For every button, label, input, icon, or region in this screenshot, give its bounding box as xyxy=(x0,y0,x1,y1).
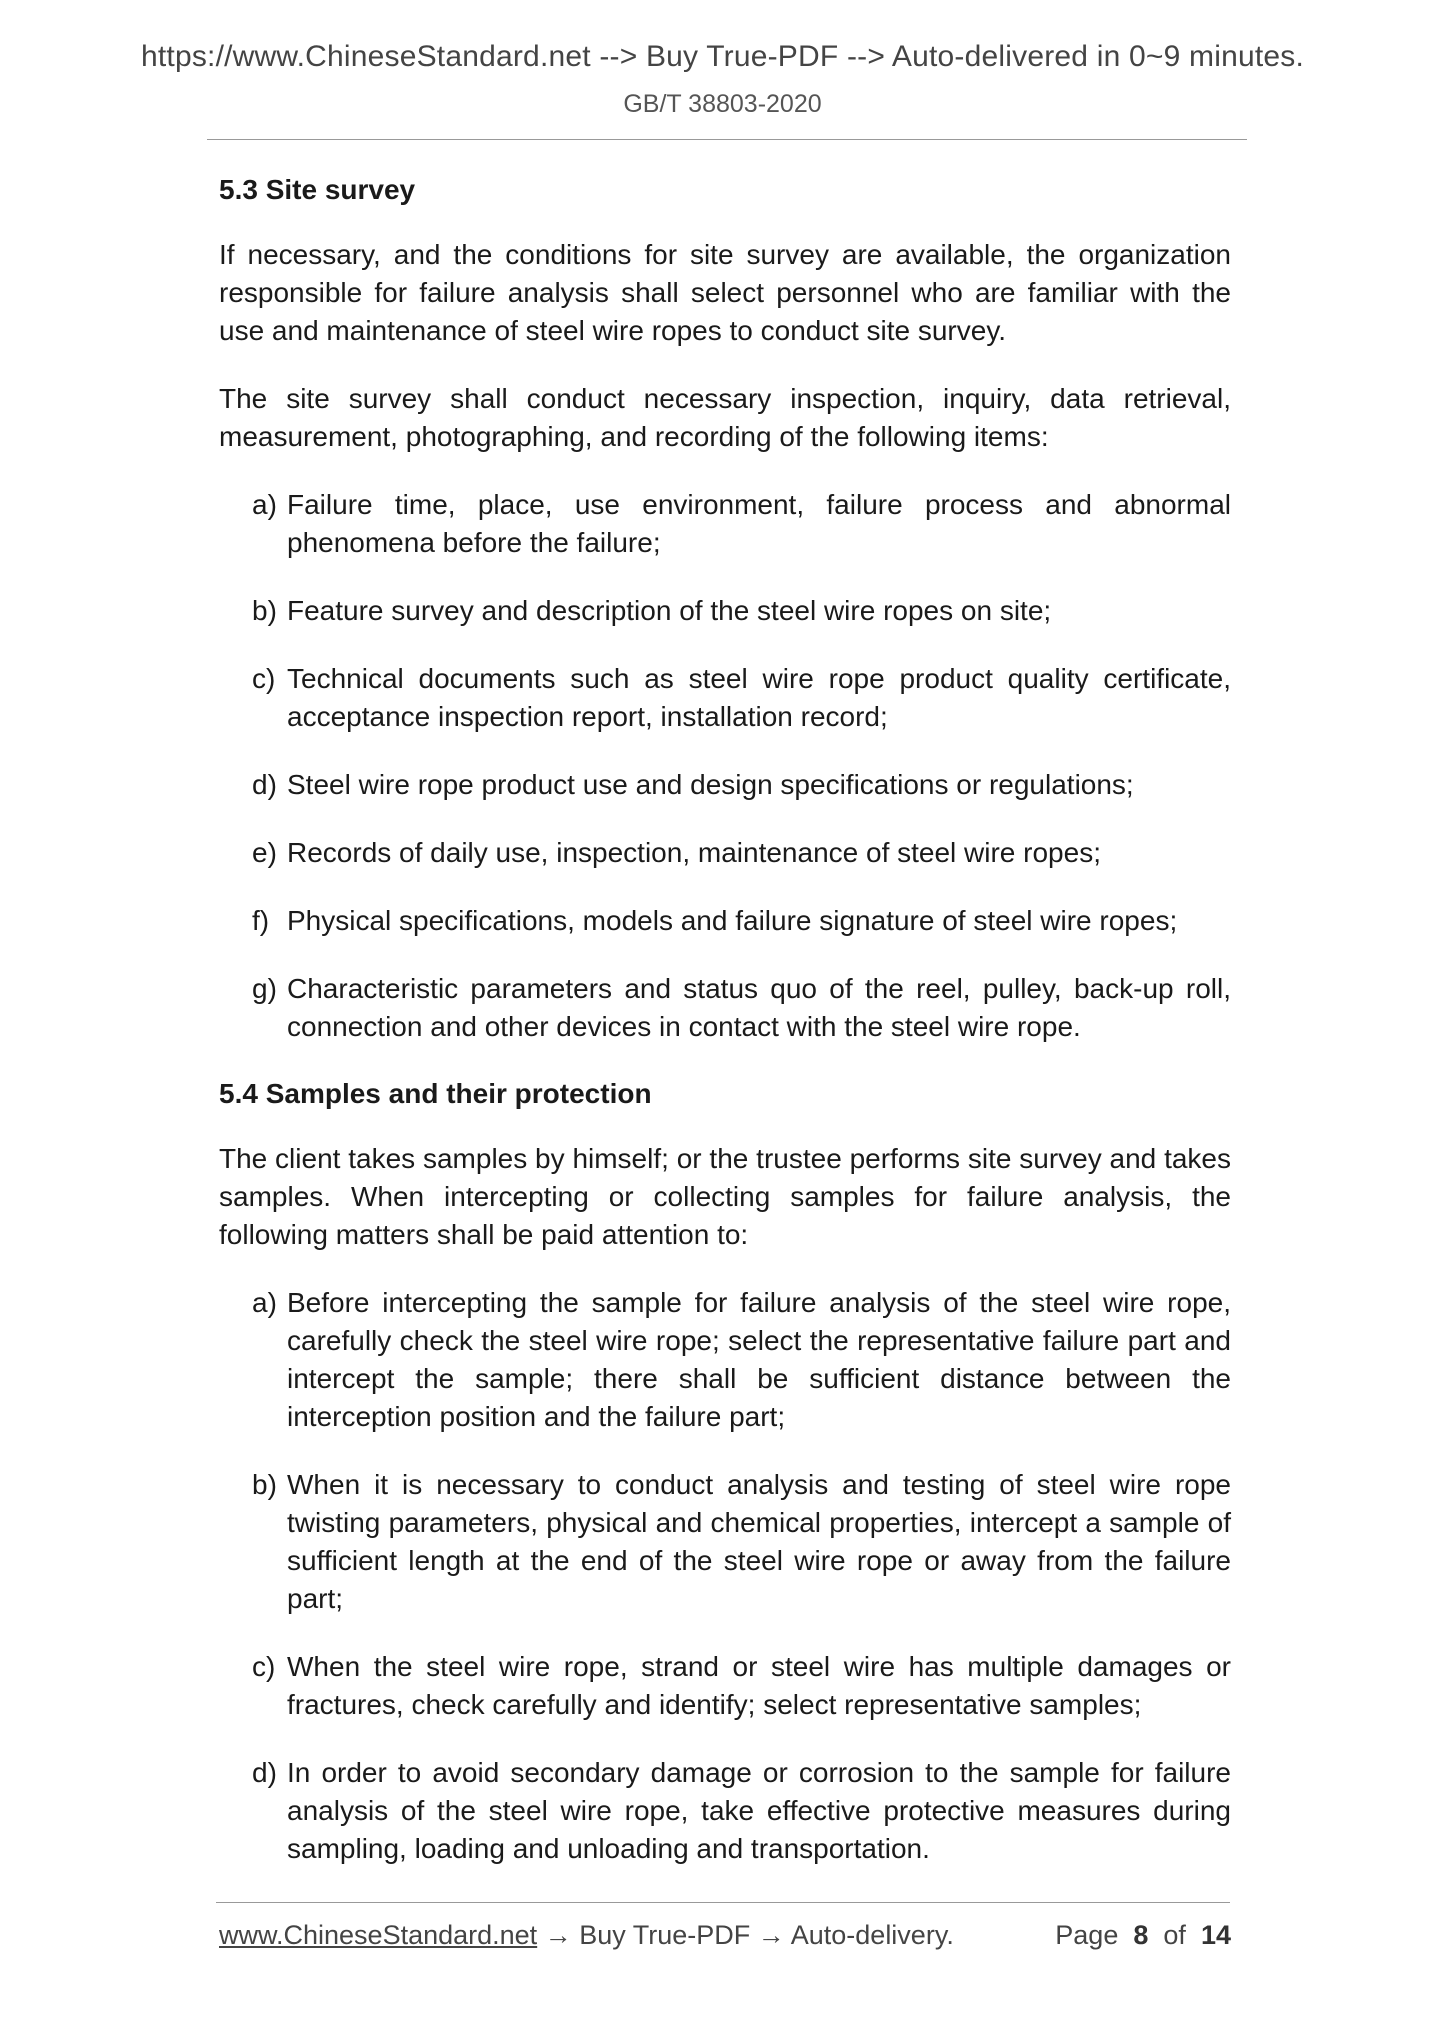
list-item-label: b) xyxy=(252,595,277,626)
list-item xyxy=(252,834,1231,872)
list-item-text: Before intercepting the sample for failure analysis of the steel wire rope, carefully check the steel wire rope; select the representative failure part and intercept the sample; there shall be sufficient distance between the interception position and the failure part; xyxy=(287,1287,1231,1432)
list-item-text: Records of daily use, inspection, maintenance of steel wire ropes; xyxy=(287,837,1101,868)
list-item-label: f) xyxy=(252,905,270,936)
list-item-label: g) xyxy=(252,973,277,1004)
page-number: 8 xyxy=(1133,1920,1149,1950)
page-indicator xyxy=(1055,1920,1231,1951)
section-5-3-paragraph-2: The site survey shall conduct necessary inspection, inquiry, data retrieval, measurement, photographing, and recording of the following items: xyxy=(219,383,1231,452)
list-item-label: d) xyxy=(252,769,277,800)
list-item-text: Steel wire rope product use and design specifications or regulations; xyxy=(287,769,1134,800)
of-word: of xyxy=(1163,1920,1186,1950)
section-5-4-paragraph-1: The client takes samples by himself; or the trustee performs site survey and takes samples. When intercepting or collecting samples for failure analysis, the following matters shall be paid attention to: xyxy=(219,1143,1231,1250)
document-code: GB/T 38803-2020 xyxy=(623,90,822,118)
list-item-label: a) xyxy=(252,489,277,520)
list-item xyxy=(252,1754,1231,1868)
list-item-text: Technical documents such as steel wire rope product quality certificate, acceptance inspection report, installation record; xyxy=(287,663,1231,732)
list-item-text: When the steel wire rope, strand or steel wire has multiple damages or fractures, check carefully and identify; select representative samples; xyxy=(287,1651,1231,1720)
list-item xyxy=(252,766,1231,804)
section-5-3-paragraph-1: If necessary, and the conditions for site survey are available, the organization responsible for failure analysis shall select personnel who are familiar with the use and maintenance of steel wire ropes to conduct site survey. xyxy=(219,239,1231,346)
list-item-text: Feature survey and description of the steel wire ropes on site; xyxy=(287,595,1052,626)
section-5-4-heading: 5.4 Samples and their protection xyxy=(219,1078,652,1109)
list-item-label: a) xyxy=(252,1287,277,1318)
list-item xyxy=(252,486,1231,562)
footer-site-link[interactable]: www.ChineseStandard.net xyxy=(219,1920,538,1950)
list-item xyxy=(252,592,1231,630)
section-5-4-list xyxy=(219,1284,1231,1868)
list-item xyxy=(252,970,1231,1046)
list-item xyxy=(252,1648,1231,1724)
page-content xyxy=(219,172,1231,1898)
list-item-text: Failure time, place, use environment, failure process and abnormal phenomena before the failure; xyxy=(287,489,1231,558)
list-item-label: c) xyxy=(252,663,276,694)
section-5-3-heading: 5.3 Site survey xyxy=(219,174,416,205)
list-item xyxy=(252,1466,1231,1618)
list-item-text: In order to avoid secondary damage or corrosion to the sample for failure analysis of the steel wire rope, take effective protective measures during sampling, loading and unloading and transportation. xyxy=(287,1757,1231,1864)
list-item xyxy=(252,660,1231,736)
header-divider xyxy=(207,139,1247,140)
page-word: Page xyxy=(1055,1920,1119,1950)
list-item-text: Physical specifications, models and failure signature of steel wire ropes; xyxy=(287,905,1178,936)
section-5-3-list xyxy=(219,486,1231,1046)
footer-divider xyxy=(216,1902,1230,1903)
page-footer xyxy=(219,1920,1231,1956)
list-item xyxy=(252,1284,1231,1436)
header-url-line: https://www.ChineseStandard.net --> Buy True-PDF --> Auto-delivered in 0~9 minutes. xyxy=(141,40,1304,73)
footer-tagline: → Buy True-PDF → Auto-delivery. xyxy=(537,1920,954,1950)
page-total: 14 xyxy=(1200,1920,1231,1950)
list-item xyxy=(252,902,1231,940)
list-item-label: c) xyxy=(252,1651,276,1682)
footer-left xyxy=(219,1920,954,1951)
list-item-label: e) xyxy=(252,837,277,868)
list-item-label: b) xyxy=(252,1469,277,1500)
list-item-text: When it is necessary to conduct analysis and testing of steel wire rope twisting parameters, physical and chemical properties, intercept a sample of sufficient length at the end of the steel wire rope or away from the failure part; xyxy=(287,1469,1231,1614)
list-item-label: d) xyxy=(252,1757,277,1788)
list-item-text: Characteristic parameters and status quo of the reel, pulley, back-up roll, connection and other devices in contact with the steel wire rope. xyxy=(287,973,1231,1042)
